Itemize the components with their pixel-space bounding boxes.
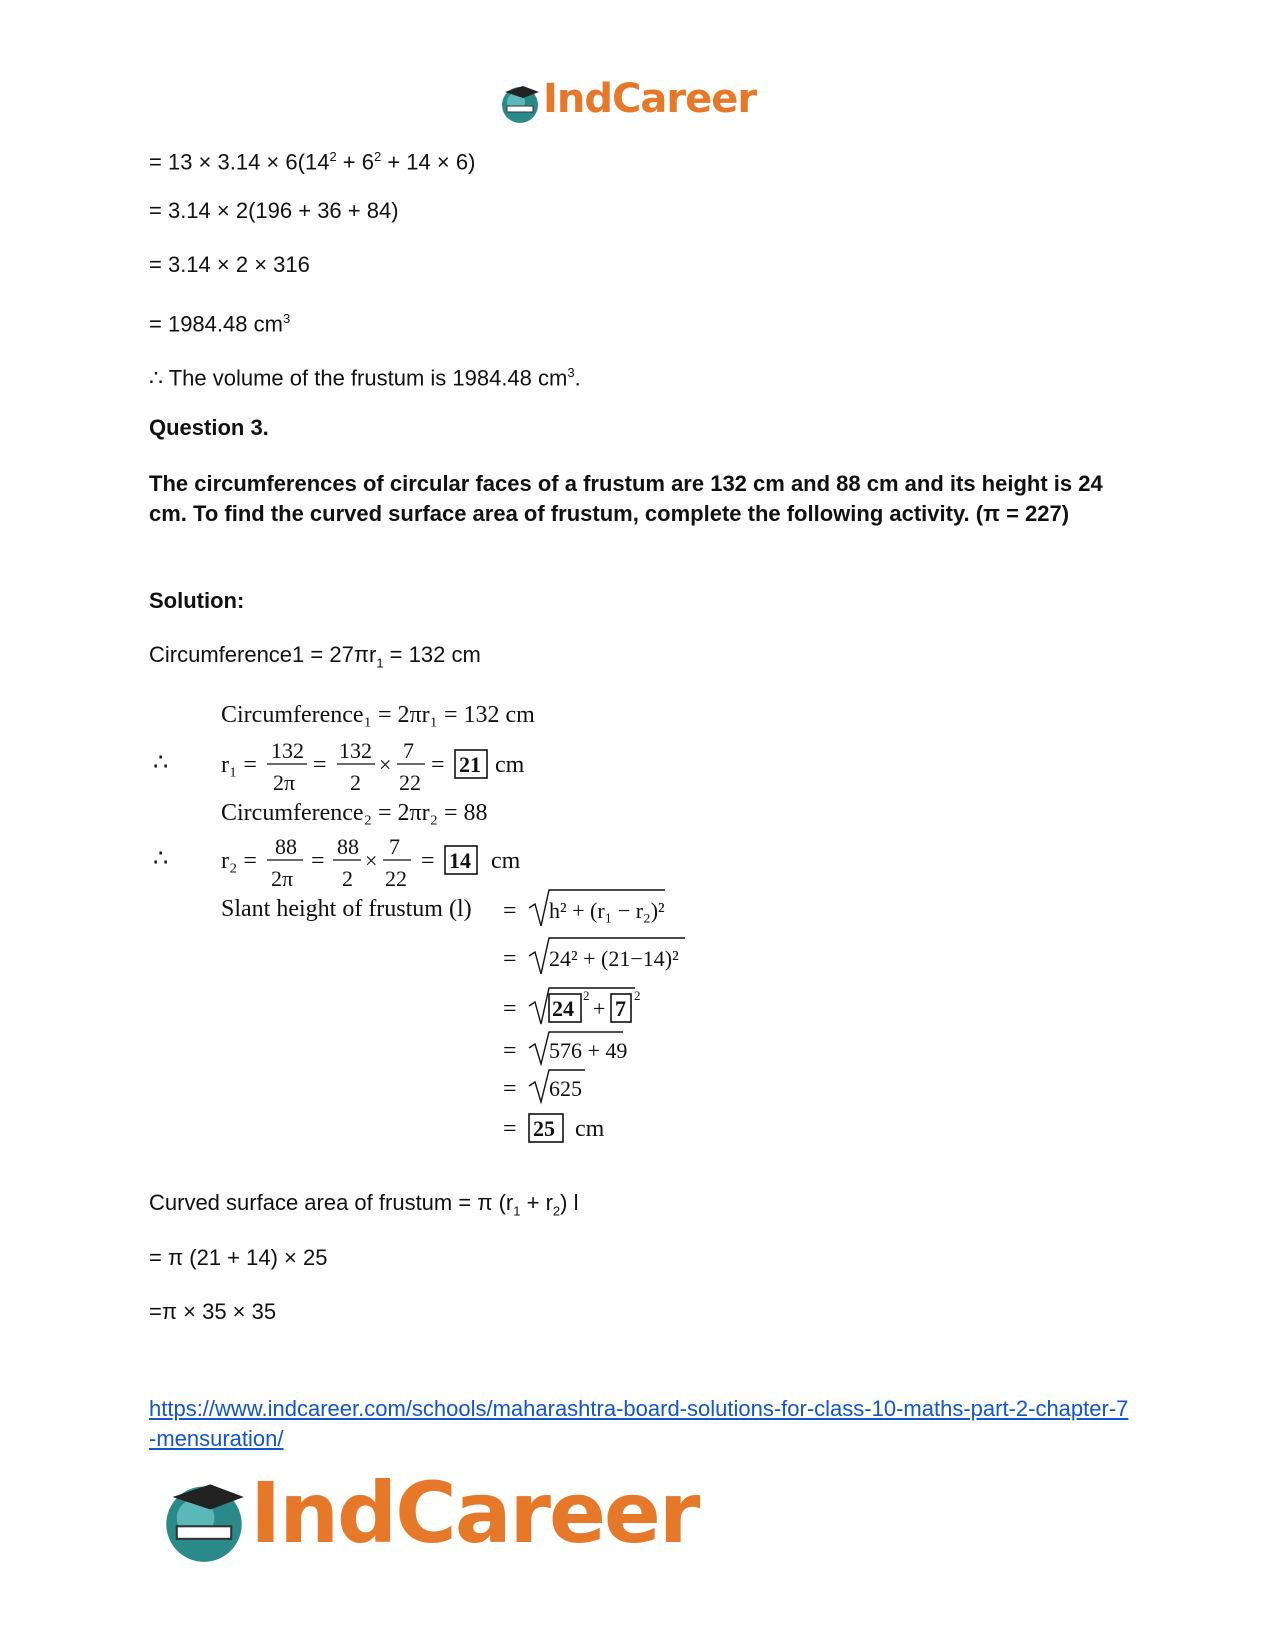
numerator-88: 88 [275, 834, 297, 859]
numerator-7: 7 [389, 834, 400, 859]
question-heading: Question 3. [149, 415, 269, 440]
equals-sign: = [503, 898, 517, 924]
times-sign: × [365, 848, 378, 873]
answer-25: 25 [533, 1116, 555, 1141]
csa-step-1: = π (21 + 14) × 25 [149, 1245, 328, 1270]
curved-surface-area-formula [149, 1189, 578, 1225]
slant-height-label: Slant height of frustum (l) [221, 896, 472, 922]
equation-line-1 [149, 143, 475, 176]
equation-text: + r [520, 1190, 553, 1215]
subscript: 2 [552, 1203, 561, 1219]
circumference-1-row: Circumference₁ = 2πr₁ = 132 cm [221, 702, 535, 728]
answer-24: 24 [552, 996, 574, 1021]
therefore-symbol: ∴ [153, 750, 169, 776]
period: . [574, 365, 581, 391]
source-link[interactable]: https://www.indcareer.com/schools/maharashtra-board-solutions-for-class-10-maths-part-2-chapter-7-mensuration/ [149, 1396, 1129, 1451]
square-exponent: 2 [634, 988, 641, 1003]
equals-sign: = [503, 1038, 517, 1064]
plus-sign: + [593, 996, 606, 1021]
r2-label: r₂ = [221, 848, 257, 874]
equals-sign: = [503, 996, 517, 1022]
times-sign: × [379, 752, 392, 777]
equation-text: + 6 [336, 149, 374, 175]
activity-solution-figure [145, 698, 745, 1198]
numerator-132: 132 [271, 738, 304, 763]
circumference-2-row: Circumference₂ = 2πr₂ = 88 [221, 800, 488, 826]
denominator-22: 22 [385, 866, 407, 891]
slant-formula: h² + (r₁ − r₂)² [549, 898, 665, 923]
equation-text: + 14 × 6) [381, 149, 476, 175]
superscript: 3 [282, 311, 291, 326]
brand-wordmark: IndCareer [250, 1464, 699, 1562]
equals-sign: = [503, 1116, 517, 1142]
equation-line-4 [149, 305, 290, 338]
circumference-line [149, 641, 481, 677]
globe-graduation-cap-icon [499, 82, 541, 124]
subscript: 1 [513, 1203, 521, 1219]
indcareer-logo-footer [160, 1464, 720, 1568]
denominator-2: 2 [350, 770, 361, 795]
unit-cm: cm [575, 1116, 605, 1142]
equation-text: ) l [560, 1190, 579, 1215]
globe-graduation-cap-icon [160, 1476, 248, 1564]
denominator-2pi: 2π [271, 866, 294, 891]
equals-sign: = [421, 848, 435, 874]
csa-step-2: =π × 35 × 35 [149, 1299, 277, 1324]
equation-line-2: = 3.14 × 2(196 + 36 + 84) [149, 198, 399, 223]
equals-sign: = [503, 946, 517, 972]
square-exponent: 2 [583, 988, 590, 1003]
slant-625: 625 [549, 1076, 582, 1101]
superscript: 3 [567, 365, 575, 380]
answer-21: 21 [459, 752, 481, 777]
superscript: 2 [373, 149, 382, 164]
solution-heading: Solution: [149, 588, 245, 613]
numerator-88: 88 [337, 834, 359, 859]
unit-cm: cm [491, 848, 521, 874]
subscript: 1 [376, 655, 384, 671]
denominator-2: 2 [342, 866, 353, 891]
equation-text: = 13 × 3.14 × 6(14 [149, 149, 330, 175]
equals-sign: = [313, 752, 327, 778]
r1-label: r₁ = [221, 752, 257, 778]
answer-7: 7 [615, 996, 626, 1021]
brand-wordmark: IndCareer [543, 76, 757, 122]
answer-14: 14 [449, 848, 471, 873]
equation-text: ∴ The volume of the frustum is 1984.48 cm [149, 365, 568, 391]
denominator-22: 22 [399, 770, 421, 795]
indcareer-logo-header [499, 78, 779, 126]
superscript: 2 [329, 149, 337, 164]
equation-text: = 1984.48 cm [149, 311, 283, 337]
equation-text: = 132 cm [383, 642, 481, 667]
therefore-symbol: ∴ [153, 846, 169, 872]
slant-substitution: 24² + (21−14)² [549, 946, 679, 971]
denominator-2pi: 2π [273, 770, 296, 795]
equation-text: Curved surface area of frustum = π (r [149, 1190, 514, 1215]
slant-sum: 576 + 49 [549, 1038, 628, 1063]
equation-text: Circumference1 = 27πr [149, 642, 377, 667]
numerator-132: 132 [339, 738, 372, 763]
unit-cm: cm [495, 752, 525, 778]
equals-sign: = [431, 752, 445, 778]
equals-sign: = [311, 848, 325, 874]
numerator-7: 7 [403, 738, 414, 763]
equation-line-3: = 3.14 × 2 × 316 [149, 252, 310, 277]
volume-conclusion [149, 359, 581, 392]
equals-sign: = [503, 1076, 517, 1102]
question-text: The circumferences of circular faces of a frustum are 132 cm and 88 cm and its height is 24 cm. To find the curved surface area of frustum, complete the following activity. (π = 227) [149, 471, 1103, 526]
